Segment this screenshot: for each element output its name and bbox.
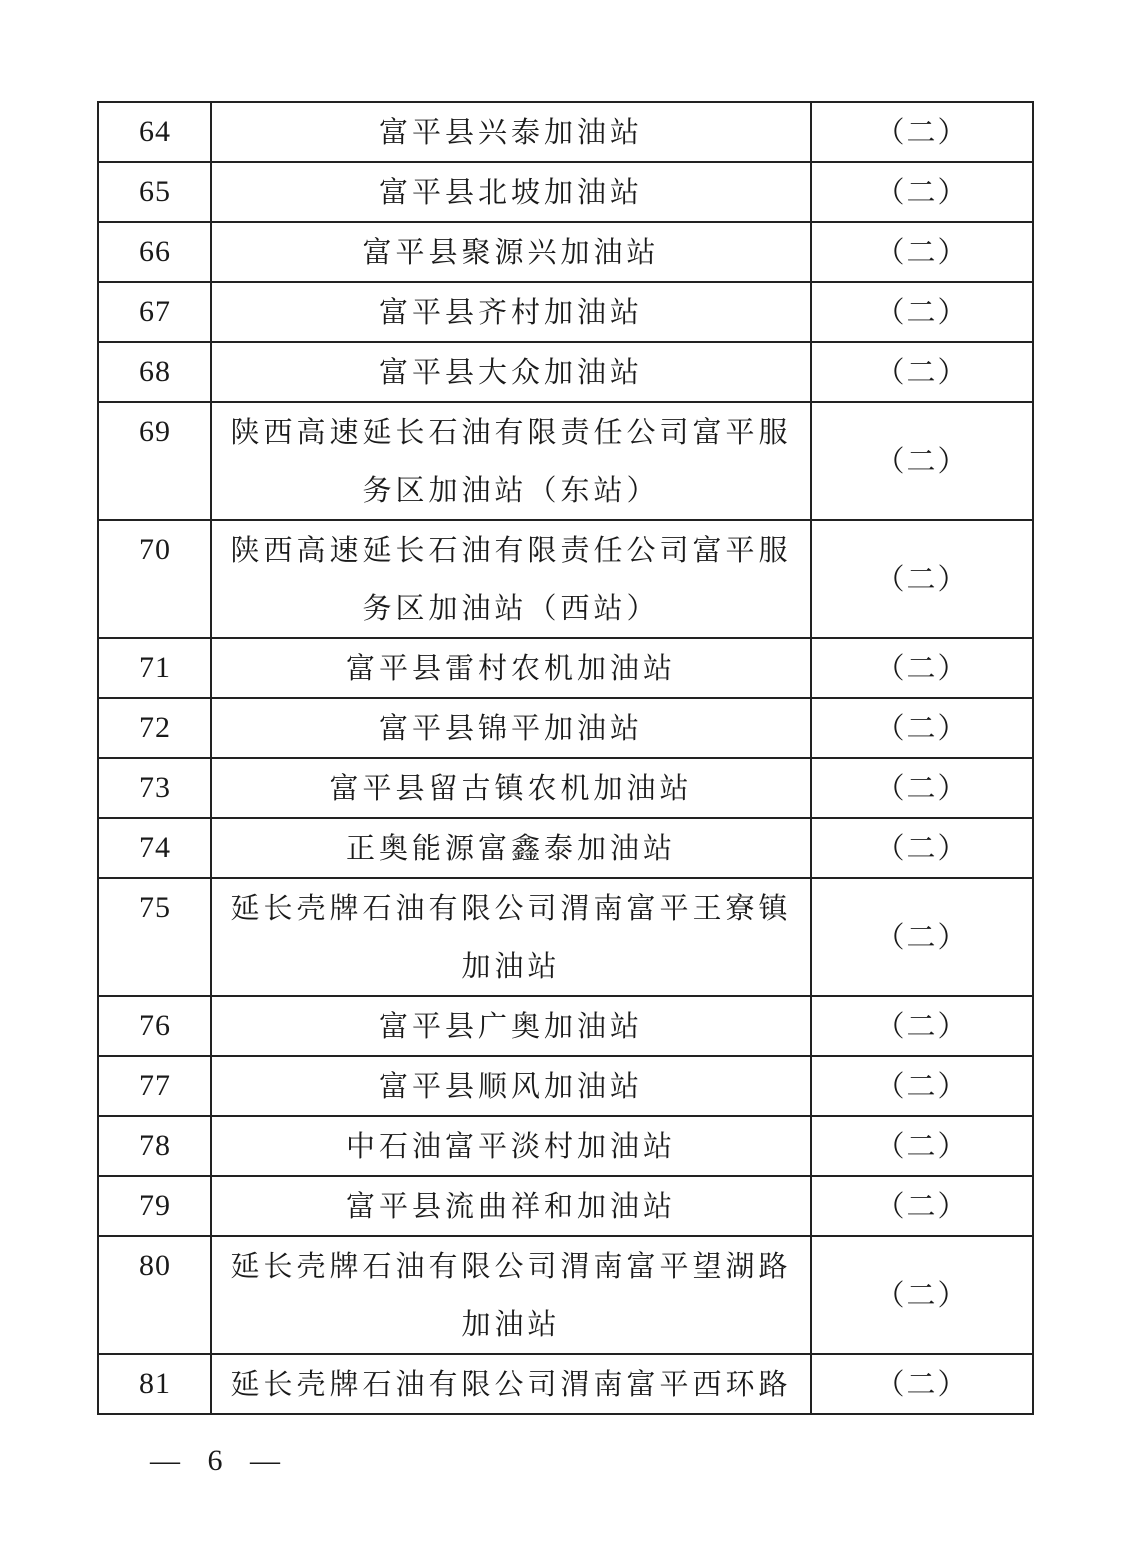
station-name-cell: [211, 1116, 811, 1176]
table-row: [98, 758, 1033, 818]
page-number: — 6 —: [150, 1444, 290, 1477]
station-name-line: 富平县大众加油站: [378, 355, 643, 389]
category-cell: （二）: [811, 342, 1033, 402]
row-number: 81: [98, 1354, 211, 1414]
table-row: [98, 102, 1033, 162]
row-number: 68: [98, 342, 211, 402]
category-cell: （二）: [811, 162, 1033, 222]
station-name-cell: [211, 818, 811, 878]
station-name-line: 富平县兴泰加油站: [378, 115, 643, 149]
station-name-cell: [211, 102, 811, 162]
station-name-line: 正奥能源富鑫泰加油站: [345, 831, 676, 865]
table-row: [98, 222, 1033, 282]
category-cell: （二）: [811, 878, 1033, 996]
station-name-cell: [211, 1236, 811, 1354]
station-name-cell: [211, 996, 811, 1056]
category-cell: （二）: [811, 282, 1033, 342]
row-number: 74: [98, 818, 211, 878]
category-cell: （二）: [811, 1354, 1033, 1414]
station-name-line: 加油站: [461, 949, 561, 983]
station-name-cell: [211, 698, 811, 758]
station-name-line: 陕西高速延长石油有限责任公司富平服: [230, 415, 792, 449]
category-cell: （二）: [811, 222, 1033, 282]
station-name-cell: [211, 282, 811, 342]
station-name-cell: [211, 222, 811, 282]
station-name-line: 富平县流曲祥和加油站: [345, 1189, 676, 1223]
row-number: 78: [98, 1116, 211, 1176]
category-cell: （二）: [811, 818, 1033, 878]
station-name-line: 加油站: [461, 1307, 561, 1341]
station-name-line: 延长壳牌石油有限公司渭南富平西环路: [230, 1367, 792, 1401]
category-cell: （二）: [811, 520, 1033, 638]
row-number: 73: [98, 758, 211, 818]
station-name-line: 陕西高速延长石油有限责任公司富平服: [230, 533, 792, 567]
category-cell: （二）: [811, 102, 1033, 162]
station-name-line: 延长壳牌石油有限公司渭南富平王寮镇: [230, 891, 792, 925]
station-name-line: 务区加油站（西站）: [362, 591, 660, 625]
table-row: [98, 1116, 1033, 1176]
category-cell: （二）: [811, 698, 1033, 758]
table-row: [98, 342, 1033, 402]
station-name-line: 富平县聚源兴加油站: [362, 235, 660, 269]
table-row: [98, 282, 1033, 342]
row-number: 80: [98, 1236, 211, 1354]
row-number: 67: [98, 282, 211, 342]
station-name-line: 富平县锦平加油站: [378, 711, 643, 745]
table-row: [98, 878, 1033, 996]
row-number: 69: [98, 402, 211, 520]
row-number: 71: [98, 638, 211, 698]
table-row: [98, 698, 1033, 758]
station-name-cell: [211, 758, 811, 818]
category-cell: （二）: [811, 1176, 1033, 1236]
row-number: 66: [98, 222, 211, 282]
row-number: 75: [98, 878, 211, 996]
station-name-cell: [211, 1176, 811, 1236]
station-name-line: 富平县齐村加油站: [378, 295, 643, 329]
station-name-line: 富平县顺风加油站: [378, 1069, 643, 1103]
station-name-cell: [211, 342, 811, 402]
station-name-cell: [211, 1354, 811, 1414]
station-name-cell: [211, 162, 811, 222]
category-cell: （二）: [811, 996, 1033, 1056]
table-row: [98, 638, 1033, 698]
table-row: [98, 1354, 1033, 1414]
category-cell: （二）: [811, 1236, 1033, 1354]
station-name-cell: [211, 520, 811, 638]
category-cell: （二）: [811, 402, 1033, 520]
station-name-cell: [211, 402, 811, 520]
row-number: 64: [98, 102, 211, 162]
category-cell: （二）: [811, 638, 1033, 698]
row-number: 70: [98, 520, 211, 638]
category-cell: （二）: [811, 1116, 1033, 1176]
station-name-line: 富平县北坡加油站: [378, 175, 643, 209]
station-name-line: 务区加油站（东站）: [362, 473, 660, 507]
category-cell: （二）: [811, 758, 1033, 818]
row-number: 77: [98, 1056, 211, 1116]
table-row: [98, 1236, 1033, 1354]
station-name-line: 富平县雷村农机加油站: [345, 651, 676, 685]
row-number: 79: [98, 1176, 211, 1236]
station-name-line: 中石油富平淡村加油站: [345, 1129, 676, 1163]
table-row: [98, 996, 1033, 1056]
category-cell: （二）: [811, 1056, 1033, 1116]
table-row: [98, 520, 1033, 638]
station-name-line: 富平县留古镇农机加油站: [329, 771, 693, 805]
row-number: 72: [98, 698, 211, 758]
row-number: 76: [98, 996, 211, 1056]
table-row: [98, 818, 1033, 878]
station-name-cell: [211, 638, 811, 698]
station-name-cell: [211, 1056, 811, 1116]
table-row: [98, 1056, 1033, 1116]
station-name-line: 富平县广奥加油站: [378, 1009, 643, 1043]
table-row: [98, 162, 1033, 222]
row-number: 65: [98, 162, 211, 222]
table-row: [98, 1176, 1033, 1236]
table-body: [98, 102, 1033, 1414]
station-name-line: 延长壳牌石油有限公司渭南富平望湖路: [230, 1249, 792, 1283]
gas-station-table: [97, 101, 1034, 1415]
table-row: [98, 402, 1033, 520]
station-name-cell: [211, 878, 811, 996]
